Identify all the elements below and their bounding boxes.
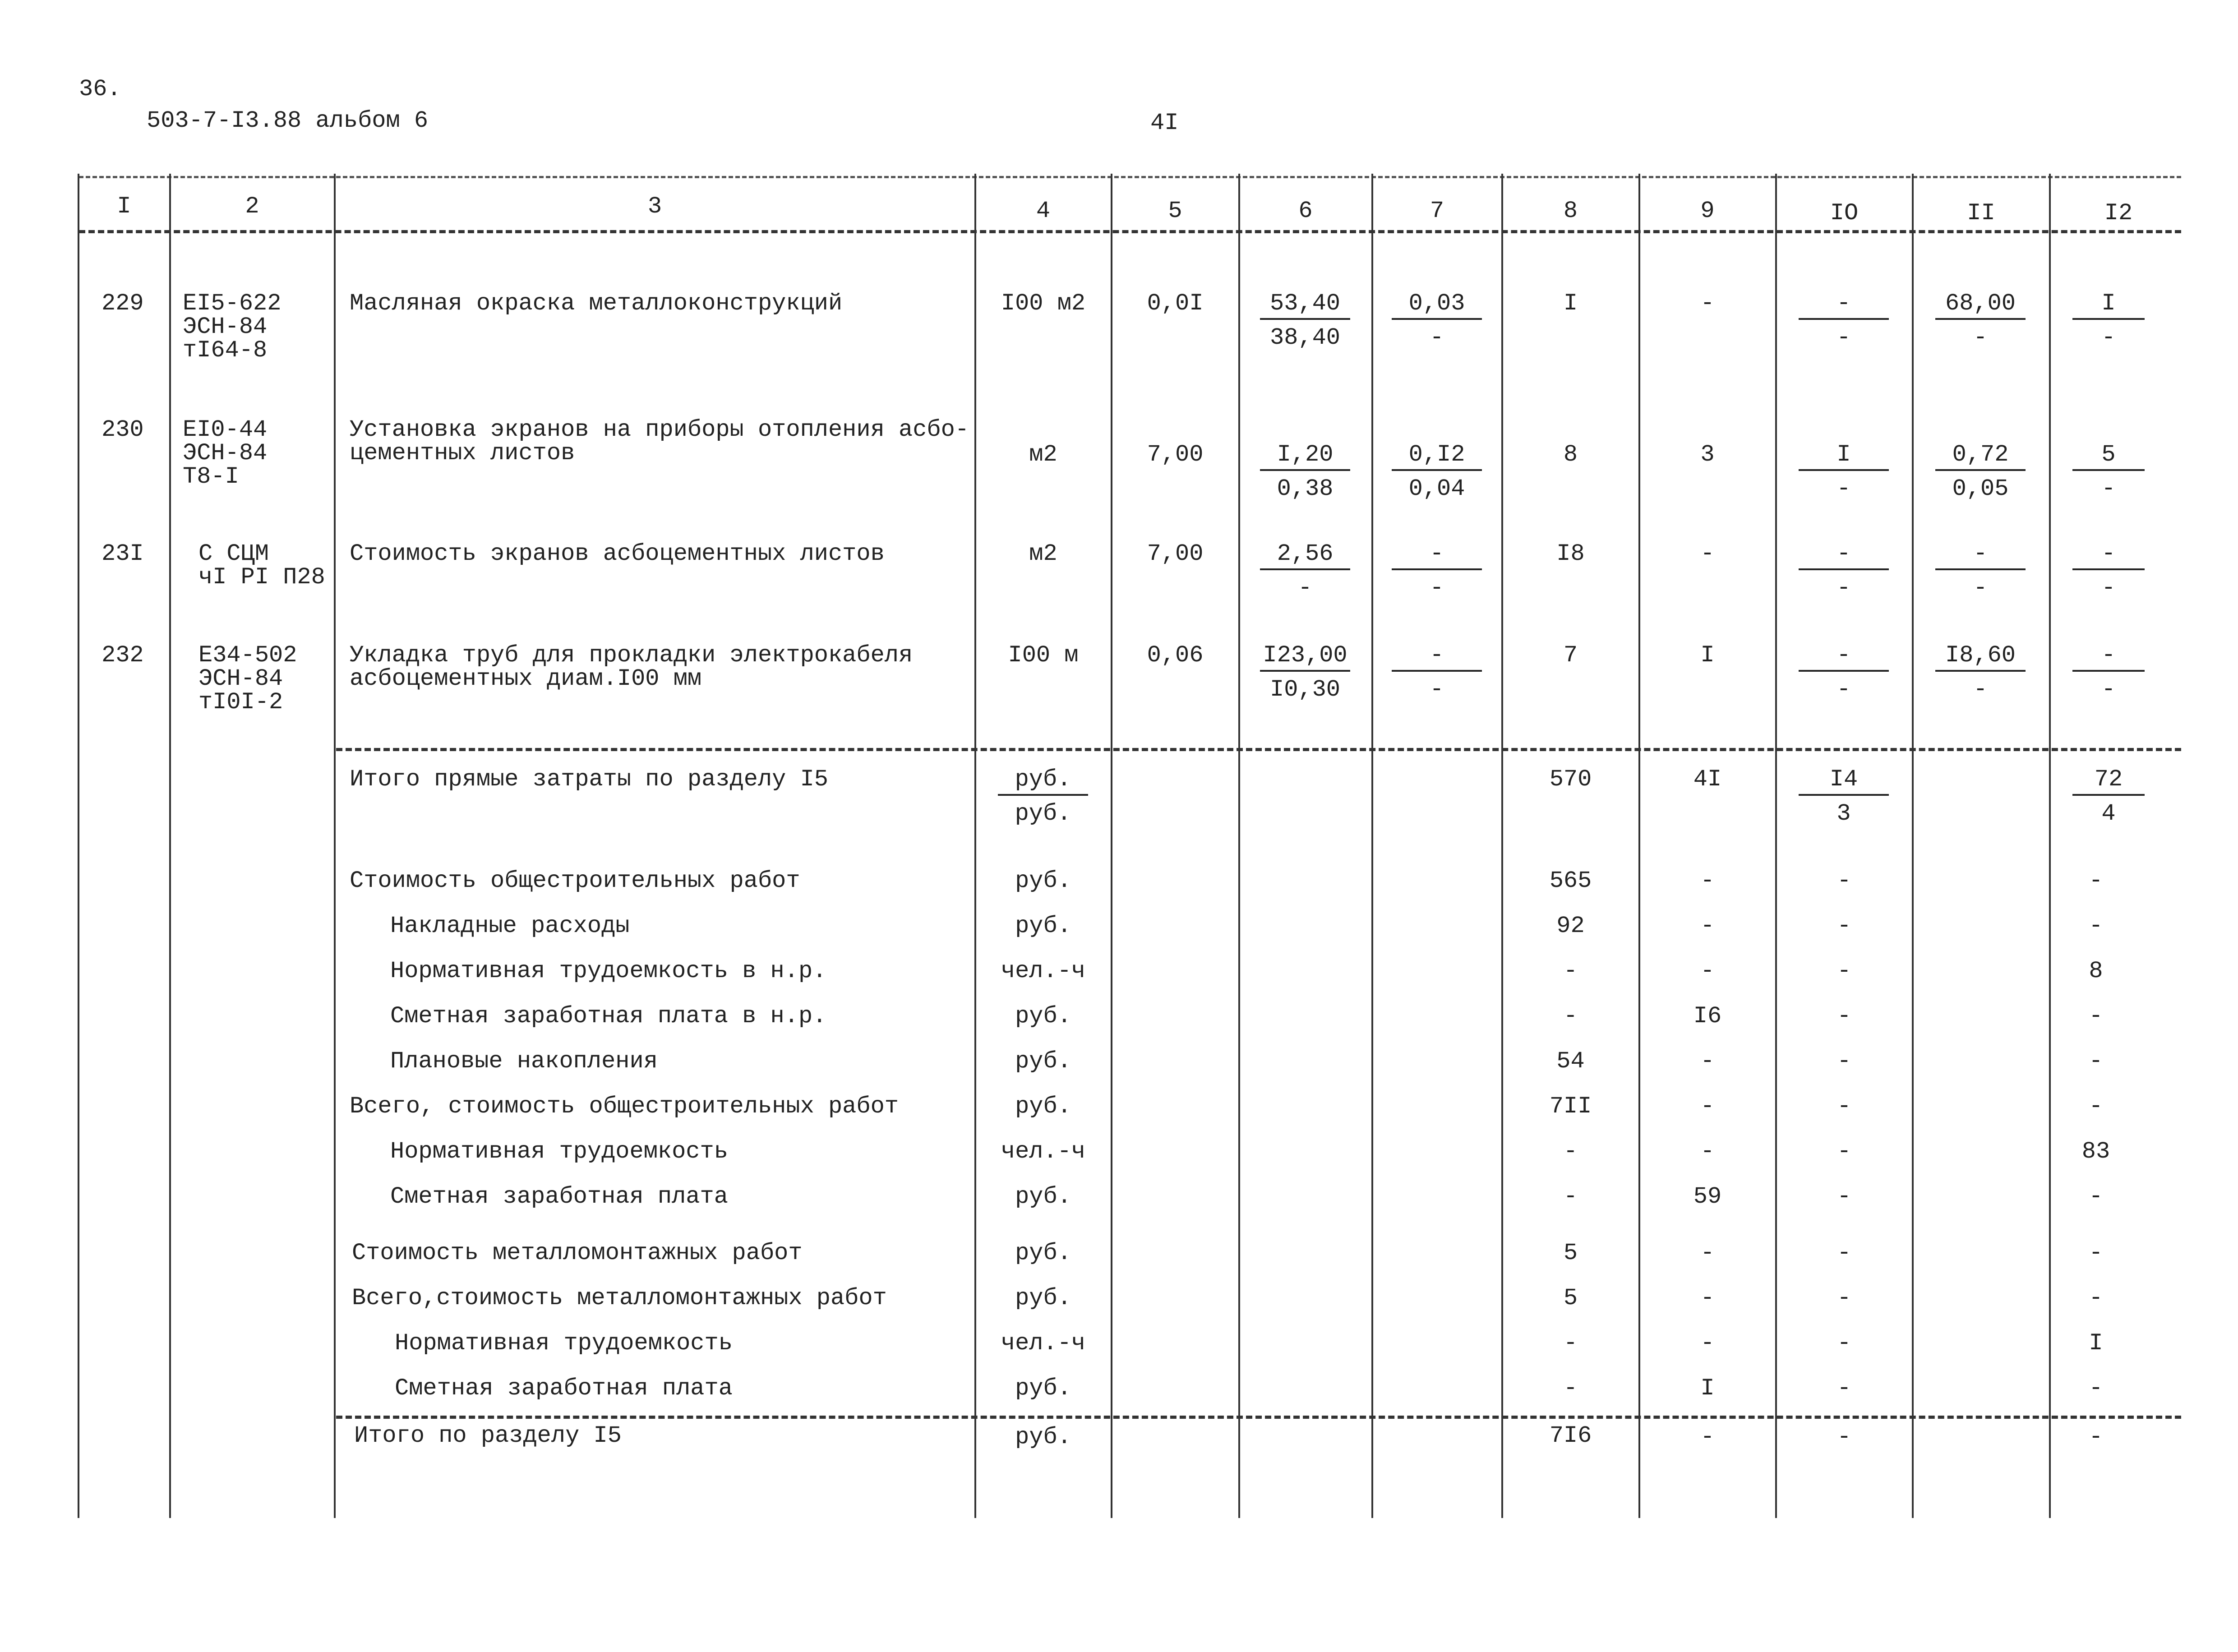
col11-fraction [1935,643,2026,702]
col9-value: I [1700,642,1715,669]
sheet-number: 4I [1150,110,1179,136]
col10-fraction [1799,643,1889,702]
col12-top: - [2072,541,2145,570]
summary-unit: руб. [1015,1240,1071,1266]
col-line [1912,174,1914,1518]
summary-label: Сметная заработная плата [390,1183,728,1210]
norm-code: ЭСН-84 [183,440,268,466]
quantity: 0,06 [1147,642,1204,669]
col10-value: - [1837,1048,1851,1075]
column-header: 5 [1168,198,1182,224]
col12-value: I [2089,1330,2103,1357]
norm-code: тI64-8 [183,337,268,364]
col6-bottom: 0,38 [1277,475,1334,502]
column-header: I2 [2104,200,2133,226]
col11-fraction [1935,541,2026,601]
col12-value: - [2089,1093,2103,1120]
col12-value: - [2089,1424,2103,1450]
col12-value: - [2089,868,2103,894]
norm-code: T8-I [183,463,239,490]
col-line [1371,174,1373,1518]
col12-top: - [2072,643,2145,672]
unit: м2 [1029,540,1057,567]
col10-fraction [1799,541,1889,601]
col12-value: - [2089,1285,2103,1311]
col6-fraction [1260,541,1350,601]
section-total-label: Итого по разделу I5 [354,1422,622,1449]
summary-unit: руб. [1015,913,1071,939]
item-number: 230 [102,416,144,443]
norm-code: ЭСН-84 [198,665,283,692]
summary-unit: руб. [1015,1183,1071,1210]
summary-unit: руб. [1015,868,1071,894]
norm-code: тI0I-2 [198,689,283,715]
col-line [974,174,976,1518]
col10-bottom: - [1837,324,1851,351]
summary-label: Накладные расходы [390,913,630,939]
col-line [169,174,171,1518]
col6-top: I,20 [1260,442,1350,471]
col6-top: 53,40 [1260,291,1350,320]
col12-fraction [2072,643,2145,702]
unit: м2 [1029,441,1057,468]
col10-value: - [1837,958,1851,984]
col10-bottom: - [1837,575,1851,601]
column-header: 6 [1298,198,1313,224]
col12-fraction [2072,291,2145,351]
document-reference: 503-7-I3.88 альбом 6 [147,107,429,134]
col10-fraction [1799,767,1889,826]
col8-value: 7II [1549,1093,1592,1120]
col7-top: 0,I2 [1392,442,1482,471]
col10-value: - [1837,1240,1851,1266]
col11-top: I8,60 [1935,643,2026,672]
col12-value: 8 [2089,958,2103,984]
col9-value: - [1700,1138,1715,1165]
col10-bottom: - [1837,676,1851,703]
col8-value: I [1563,290,1578,317]
col10-value: - [1837,1330,1851,1357]
quantity: 0,0I [1147,290,1204,317]
col11-bottom: 0,05 [1952,475,2009,502]
column-header: 4 [1036,198,1051,224]
col6-top: I23,00 [1260,643,1350,672]
summary-label: Плановые накопления [390,1048,658,1075]
col9-value: - [1700,540,1715,567]
col8-value: 5 [1563,1240,1578,1266]
col9-value: - [1700,1285,1715,1311]
col7-bottom: 0,04 [1408,475,1465,502]
col9-value: - [1700,913,1715,939]
col9-value: 4I [1693,766,1722,793]
col12-top: I [2072,291,2145,320]
col11-bottom: - [1973,575,1988,601]
col10-value: - [1837,913,1851,939]
col-line [1501,174,1503,1518]
total-divider [336,1416,2181,1419]
col10-top: - [1799,643,1889,672]
col10-value: - [1837,1183,1851,1210]
col11-top: 68,00 [1935,291,2026,320]
col9-value: - [1700,958,1715,984]
summary-label: Стоимость общестроительных работ [350,868,800,894]
column-header: 9 [1700,198,1715,224]
col8-value: 7I6 [1549,1422,1592,1449]
col9-value: I6 [1693,1003,1722,1029]
column-header: I [117,193,131,220]
col7-bottom: - [1430,676,1444,703]
unit-top: руб. [998,767,1088,796]
col8-value: 8 [1563,441,1578,468]
col7-top: - [1392,541,1482,570]
col-line [78,174,79,1518]
items-divider [336,748,2181,751]
col12-top: 72 [2072,767,2145,796]
summary-label: Всего, стоимость общестроительных работ [350,1093,899,1120]
col6-bottom: I0,30 [1269,676,1341,703]
col8-value: - [1563,1330,1578,1357]
col8-value: - [1563,1003,1578,1029]
work-description: Укладка труб для прокладки электрокабеля [350,642,913,669]
col10-value: - [1837,1285,1851,1311]
norm-code: ЭСН-84 [183,314,268,340]
col9-value: - [1700,1330,1715,1357]
item-number: 229 [102,290,144,317]
col12-value: - [2089,1375,2103,1402]
col12-fraction [2072,541,2145,601]
col12-bottom: - [2101,575,2116,601]
col11-top: - [1935,541,2026,570]
col12-value: - [2089,913,2103,939]
col12-bottom: - [2101,475,2116,502]
col10-fraction [1799,442,1889,502]
col11-fraction [1935,291,2026,351]
summary-unit: руб. [1015,1048,1071,1075]
col9-value: - [1700,290,1715,317]
col7-bottom: - [1430,324,1444,351]
col6-fraction [1260,643,1350,702]
col8-value: - [1563,1183,1578,1210]
item-number: 23I [102,540,144,567]
norm-code: EI5-622 [183,290,281,317]
column-header: IO [1830,200,1859,226]
col10-value: - [1837,1093,1851,1120]
col7-top: 0,03 [1392,291,1482,320]
col12-bottom: - [2101,676,2116,703]
unit-bottom: руб. [1015,800,1071,827]
col12-value: - [2089,1240,2103,1266]
col-line [1775,174,1777,1518]
col9-value: - [1700,1093,1715,1120]
col7-fraction [1392,541,1482,601]
col8-value: 54 [1556,1048,1585,1075]
work-description: Стоимость экранов асбоцементных листов [350,540,885,567]
col10-bottom: - [1837,475,1851,502]
col7-fraction [1392,442,1482,502]
col8-value: 5 [1563,1285,1578,1311]
col9-value: 3 [1700,441,1715,468]
col9-value: - [1700,868,1715,894]
col8-value: 570 [1549,766,1592,793]
col12-fraction [2072,442,2145,502]
col9-value: 59 [1693,1183,1722,1210]
summary-unit: руб. [1015,1003,1071,1029]
quantity: 7,00 [1147,540,1204,567]
col9-value: I [1700,1375,1715,1402]
col6-top: 2,56 [1260,541,1350,570]
work-description: цементных листов [350,440,575,466]
col7-top: - [1392,643,1482,672]
header-divider [79,230,2181,233]
col10-value: - [1837,868,1851,894]
col12-top: 5 [2072,442,2145,471]
summary-unit: чел.-ч [1001,958,1086,984]
summary-unit: чел.-ч [1001,1138,1086,1165]
col8-value: I8 [1556,540,1585,567]
col10-top: I [1799,442,1889,471]
work-description: Масляная окраска металлоконструкций [350,290,843,317]
page-number: 36. [79,76,121,102]
summary-label: Нормативная трудоемкость [390,1138,728,1165]
summary-label: Нормативная трудоемкость [395,1330,733,1357]
col10-value: - [1837,1138,1851,1165]
col8-value: 565 [1549,868,1592,894]
col9-value: - [1700,1424,1715,1450]
col-line [334,174,336,1518]
summary-unit: чел.-ч [1001,1330,1086,1357]
col10-value: - [1837,1003,1851,1029]
col10-fraction [1799,291,1889,351]
direct-costs-unit [998,767,1088,826]
col7-fraction [1392,643,1482,702]
col12-bottom: - [2101,324,2116,351]
summary-label: Нормативная трудоемкость в н.р. [390,958,827,984]
col-line [1111,174,1112,1518]
col6-fraction [1260,442,1350,502]
col12-value: - [2089,1003,2103,1029]
work-description: асбоцементных диам.I00 мм [350,665,702,692]
column-header: II [1967,200,1995,226]
col10-top: I4 [1799,767,1889,796]
col6-bottom: - [1298,575,1312,601]
col8-value: - [1563,1375,1578,1402]
col8-value: 7 [1563,642,1578,669]
col11-fraction [1935,442,2026,502]
col10-bottom: 3 [1837,800,1851,827]
col9-value: - [1700,1048,1715,1075]
col12-fraction [2072,767,2145,826]
item-number: 232 [102,642,144,669]
summary-label: Всего,стоимость металломонтажных работ [352,1285,887,1311]
col6-fraction [1260,291,1350,351]
norm-code: С СЦМ [198,540,269,567]
unit: I00 м [1008,642,1079,669]
summary-label: Сметная заработная плата в н.р. [390,1003,827,1029]
col12-value: - [2089,1183,2103,1210]
col10-value: - [1837,1375,1851,1402]
col12-value: - [2089,1048,2103,1075]
summary-unit: руб. [1015,1375,1071,1402]
summary-unit: руб. [1015,1285,1071,1311]
summary-label: Стоимость металломонтажных работ [352,1240,803,1266]
col10-top: - [1799,291,1889,320]
unit: I00 м2 [1001,290,1086,317]
col8-value: 92 [1556,913,1585,939]
col9-value: - [1700,1240,1715,1266]
col12-bottom: 4 [2101,800,2116,827]
col8-value: - [1563,1138,1578,1165]
direct-costs-label: Итого прямые затраты по разделу I5 [350,766,828,793]
norm-code: чI РI П28 [198,564,325,591]
column-header: 7 [1430,198,1444,224]
work-description: Установка экранов на приборы отопления асбо- [350,416,969,443]
col-line [2049,174,2051,1518]
col11-bottom: - [1973,676,1988,703]
col-line [1638,174,1640,1518]
col-line [1238,174,1240,1518]
section-total-unit: руб. [1015,1424,1071,1450]
table-top-border [79,176,2181,178]
col10-top: - [1799,541,1889,570]
column-header: 8 [1563,198,1578,224]
col6-bottom: 38,40 [1269,324,1341,351]
col11-top: 0,72 [1935,442,2026,471]
col7-bottom: - [1430,575,1444,601]
col8-value: - [1563,958,1578,984]
col7-fraction [1392,291,1482,351]
col11-bottom: - [1973,324,1988,351]
norm-code: E34-502 [198,642,297,669]
col10-value: - [1837,1424,1851,1450]
column-header: 2 [245,193,259,220]
summary-unit: руб. [1015,1093,1071,1120]
col12-value: 83 [2081,1138,2110,1165]
summary-label: Сметная заработная плата [395,1375,733,1402]
norm-code: EI0-44 [183,416,268,443]
quantity: 7,00 [1147,441,1204,468]
column-header: 3 [647,193,662,220]
